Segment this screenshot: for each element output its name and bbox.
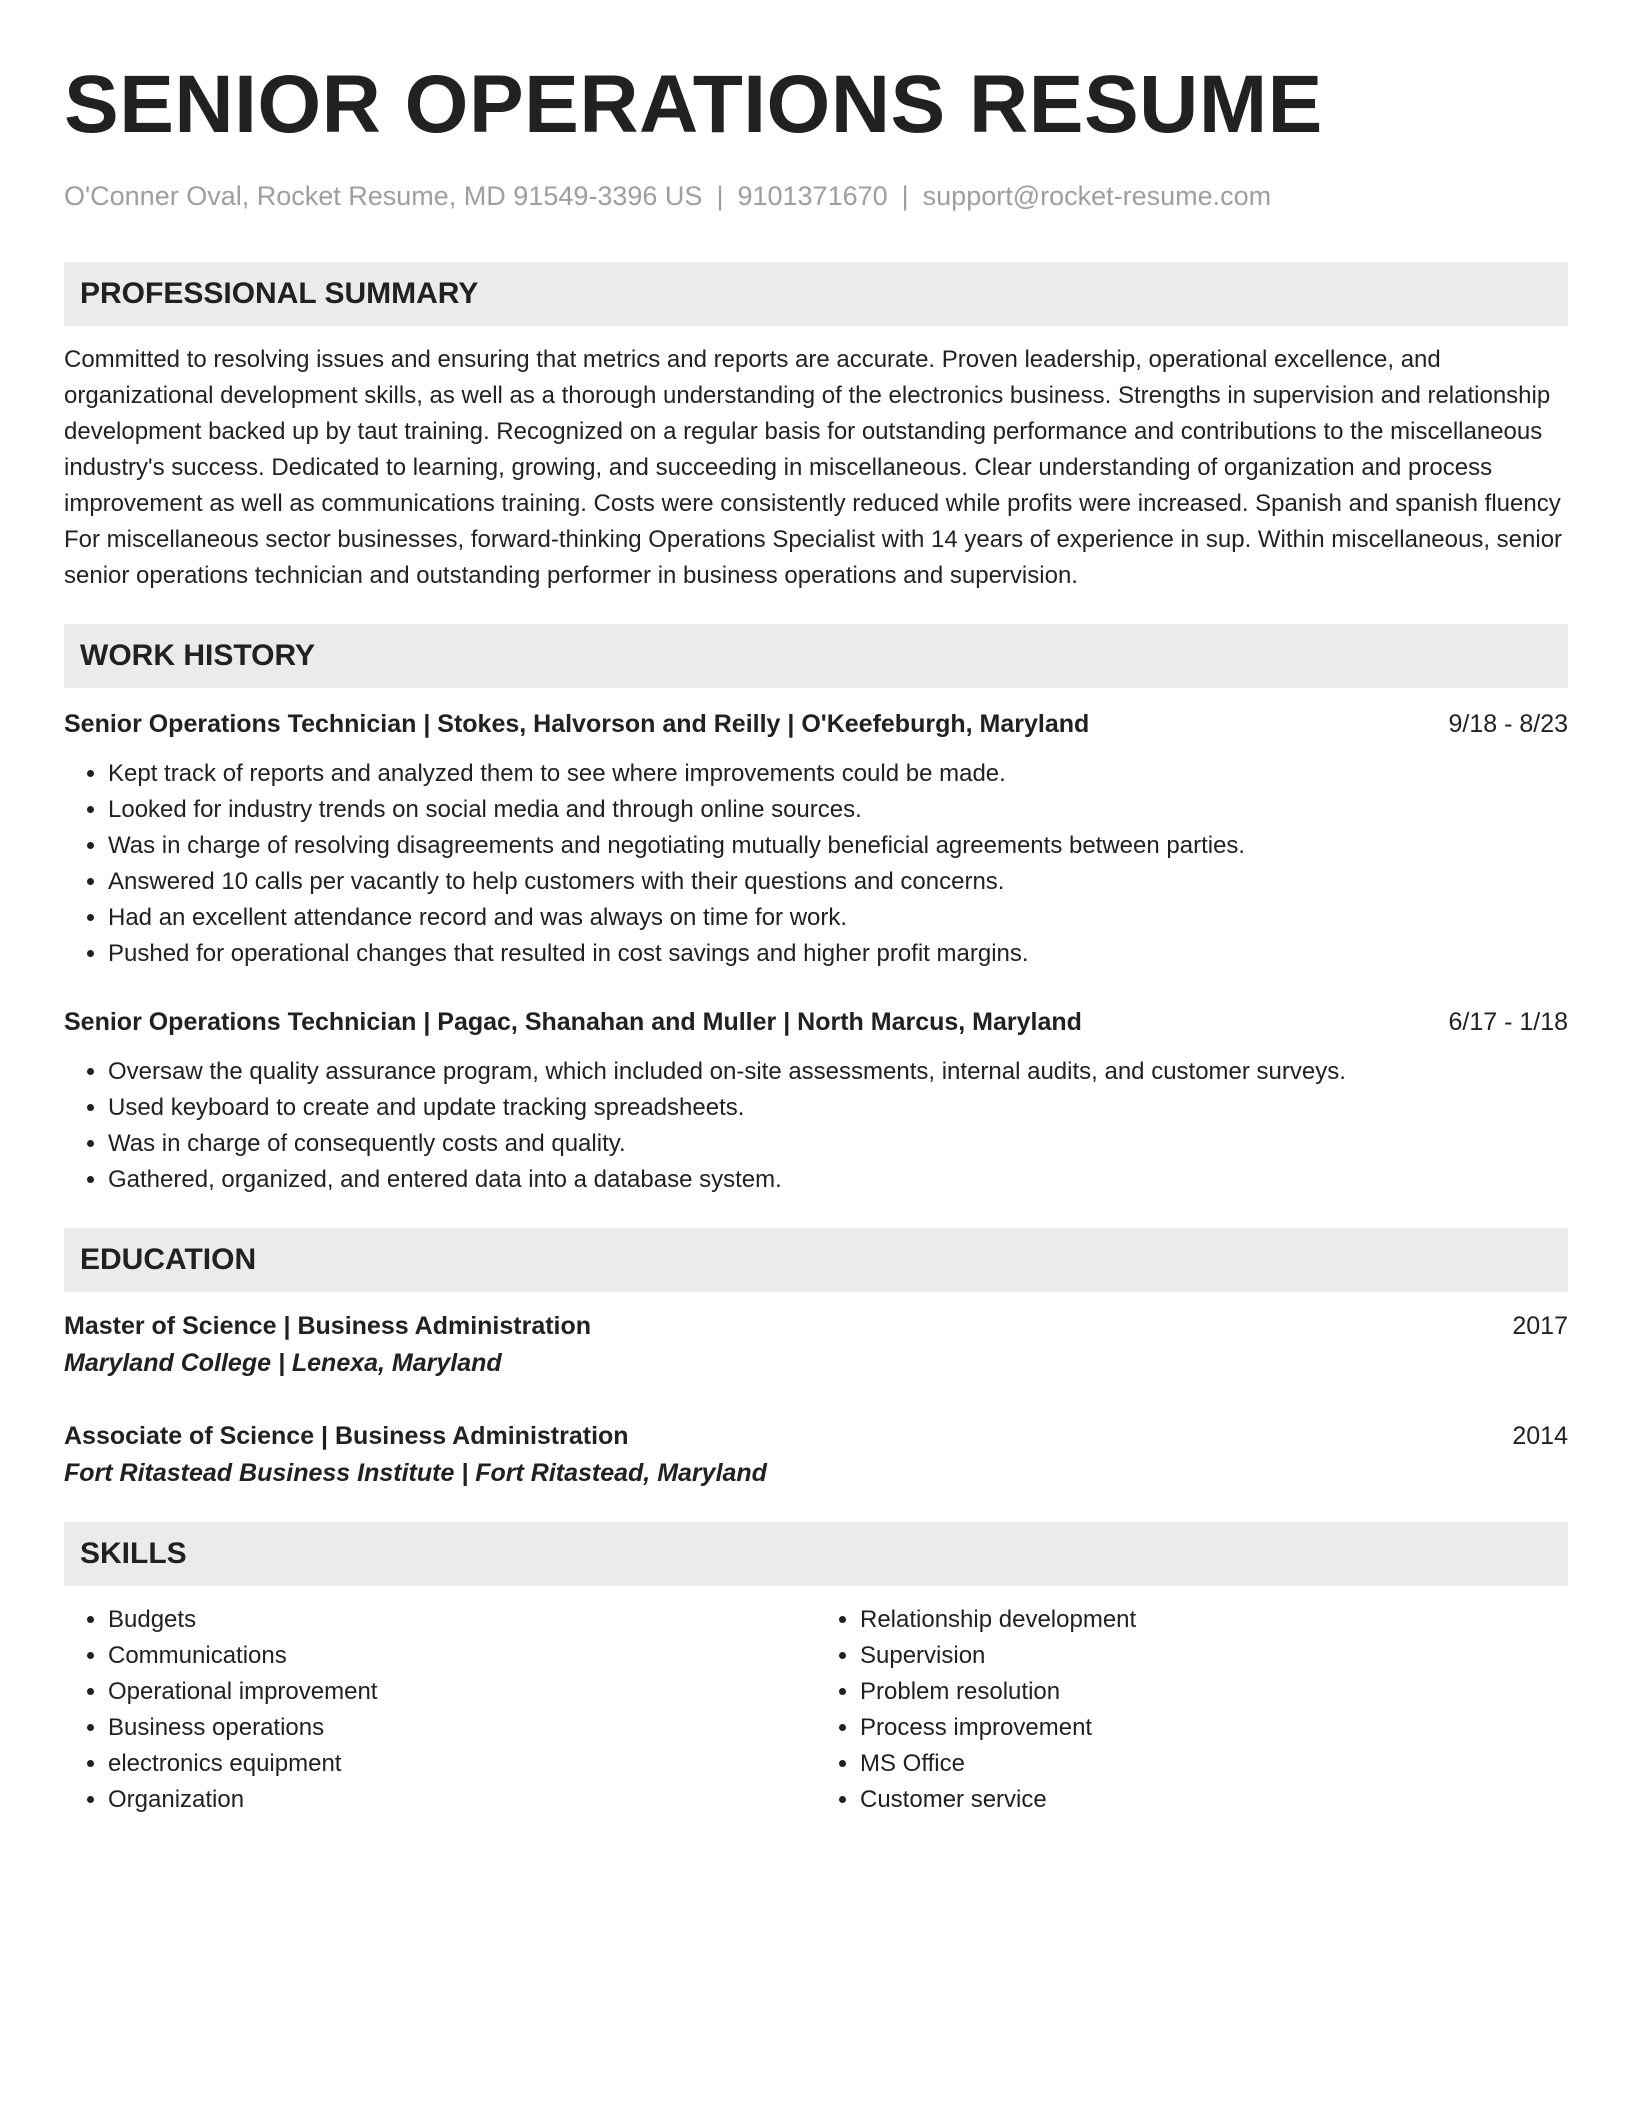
contact-separator: | [716, 181, 724, 211]
education-year: 2017 [1512, 1312, 1568, 1341]
job-bullet: • Looked for industry trends on social media and through online sources. [108, 792, 1568, 828]
skill-item: • Customer service [860, 1782, 1568, 1818]
skill-item: • Communications [108, 1638, 816, 1674]
job-bullet: • Answered 10 calls per vacantly to help customers with their questions and concerns. [108, 864, 1568, 900]
education-degree: Master of Science | Business Administration [64, 1312, 592, 1341]
job-bullet: • Was in charge of resolving disagreements and negotiating mutually beneficial agreements between parties. [108, 828, 1568, 864]
education-school: Maryland College | Lenexa, Maryland [64, 1349, 502, 1378]
job-bullet: • Gathered, organized, and entered data into a database system. [108, 1162, 1568, 1198]
education-heading: EDUCATION [64, 1228, 1568, 1292]
skill-item: • Process improvement [860, 1710, 1568, 1746]
job-dates: 6/17 - 1/18 [1448, 1008, 1568, 1037]
job-bullet: • Pushed for operational changes that resulted in cost savings and higher profit margins. [108, 936, 1568, 972]
skills-list-left [64, 1602, 816, 1818]
job-bullets [64, 756, 1568, 972]
education-header [64, 1308, 1568, 1344]
job-title: Senior Operations Technician | Pagac, Shanahan and Muller | North Marcus, Maryland [64, 1008, 1082, 1037]
job-entry [64, 1004, 1568, 1198]
job-bullets [64, 1054, 1568, 1198]
summary-heading: PROFESSIONAL SUMMARY [64, 262, 1568, 326]
skills-list-right [816, 1602, 1568, 1818]
skills-heading: SKILLS [64, 1522, 1568, 1586]
summary-text: Committed to resolving issues and ensuring that metrics and reports are accurate. Proven leadership, operational excellence, and organizational development skills, as well as a thorough understanding of the electronics business. Strengths in supervision and relationship development backed up by taut training. Recognized on a regular basis for outstanding performance and contributions to the miscellaneous industry's success. Dedicated to learning, growing, and succeeding in miscellaneous. Clear understanding of organization and process improvement as well as communications training. Costs were consistently reduced while profits were increased. Spanish and spanish fluency For miscellaneous sector businesses, forward-thinking Operations Specialist with 14 years of experience in sup. Within miscellaneous, senior senior operations technician and outstanding performer in business operations and supervision. [64, 346, 1563, 590]
resume-title: SENIOR OPERATIONS RESUME [64, 59, 1323, 150]
education-entry [64, 1418, 1568, 1492]
job-dates: 9/18 - 8/23 [1448, 710, 1568, 739]
job-title: Senior Operations Technician | Stokes, Halvorson and Reilly | O'Keefeburgh, Maryland [64, 710, 1090, 739]
job-bullet: • Was in charge of consequently costs and quality. [108, 1126, 1568, 1162]
skill-item: • Organization [108, 1782, 816, 1818]
education-school: Fort Ritastead Business Institute | Fort Ritastead, Maryland [64, 1459, 767, 1488]
education-header [64, 1418, 1568, 1454]
job-bullet: • Had an excellent attendance record and was always on time for work. [108, 900, 1568, 936]
job-bullet: • Kept track of reports and analyzed them to see where improvements could be made. [108, 756, 1568, 792]
work-history-heading: WORK HISTORY [64, 624, 1568, 688]
skill-item: • Relationship development [860, 1602, 1568, 1638]
job-entry [64, 706, 1568, 972]
skills-columns [64, 1602, 1568, 1818]
contact-email: support@rocket-resume.com [922, 181, 1272, 211]
job-header [64, 706, 1568, 742]
skill-item: • Supervision [860, 1638, 1568, 1674]
contact-separator: | [901, 181, 909, 211]
contact-phone: 9101371670 [737, 181, 888, 211]
contact-address: O'Conner Oval, Rocket Resume, MD 91549-3396 US [64, 181, 703, 211]
education-degree: Associate of Science | Business Administration [64, 1422, 629, 1451]
skill-item: • Operational improvement [108, 1674, 816, 1710]
job-header [64, 1004, 1568, 1040]
job-bullet: • Oversaw the quality assurance program, which included on-site assessments, internal audits, and customer surveys. [108, 1054, 1568, 1090]
skill-item: • electronics equipment [108, 1746, 816, 1782]
skill-item: • Budgets [108, 1602, 816, 1638]
contact-line [64, 180, 1568, 212]
education-entry [64, 1308, 1568, 1382]
education-year: 2014 [1512, 1422, 1568, 1451]
skill-item: • Problem resolution [860, 1674, 1568, 1710]
job-bullet: • Used keyboard to create and update tracking spreadsheets. [108, 1090, 1568, 1126]
skill-item: • MS Office [860, 1746, 1568, 1782]
skill-item: • Business operations [108, 1710, 816, 1746]
